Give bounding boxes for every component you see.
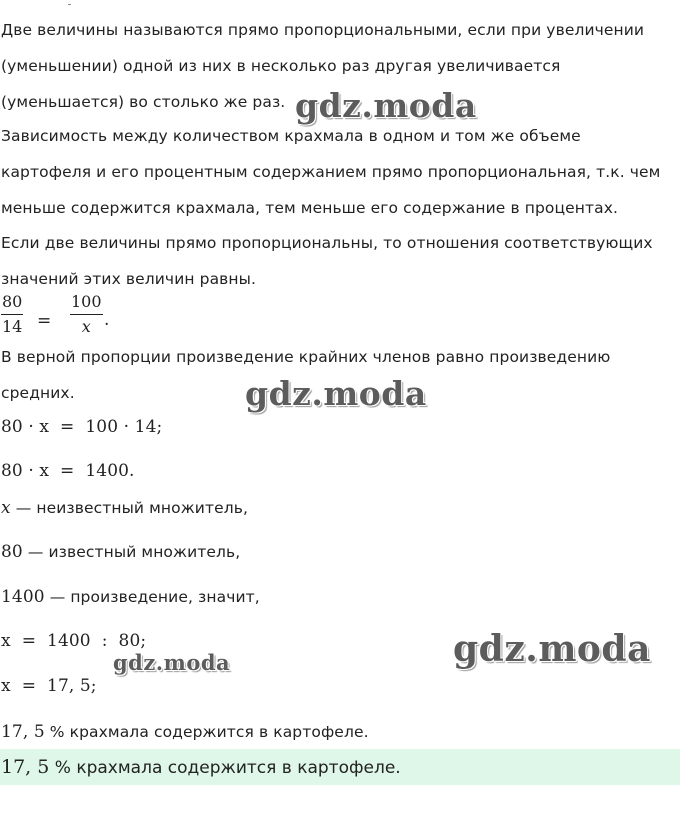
definition-line-1: Две величины называются прямо пропорциональными, если при увеличении	[1, 21, 645, 39]
ratio-line-1: Если две величины прямо пропорциональны, то отношения соответствующих	[1, 234, 653, 252]
number-1400: 1400	[1, 587, 45, 607]
result-line	[1, 722, 369, 742]
equation-1: 80 · x = 100 · 14;	[1, 417, 163, 437]
explanation-product-text: — произведение, значит,	[44, 588, 260, 606]
number-80: 80	[1, 542, 23, 562]
solution-step-2: x = 17, 5;	[1, 676, 97, 696]
answer-box	[0, 749, 680, 785]
watermark-4: gdz.moda	[113, 650, 231, 675]
explanation-unknown-text: — неизвестный множитель,	[10, 499, 249, 517]
rule-line-2: средних.	[1, 384, 75, 402]
variable-x: x	[1, 498, 11, 518]
answer-number: 17, 5	[1, 756, 50, 778]
proportion-period: .	[104, 310, 110, 330]
explanation-unknown	[1, 498, 248, 518]
fraction-left	[1, 293, 23, 336]
rule-line-1: В верной пропорции произведение крайних членов равно произведению	[1, 348, 611, 366]
fraction-right-denominator: x	[81, 317, 91, 336]
fraction-right	[70, 293, 103, 336]
definition-line-3: (уменьшается) во столько же раз.	[1, 93, 286, 111]
explanation-known-text: — известный множитель,	[22, 543, 241, 561]
watermark-2: gdz.moda	[245, 374, 427, 413]
answer-line	[1, 757, 401, 778]
definition-line-2: (уменьшении) одной из них в несколько раз другая увеличивается	[1, 57, 561, 75]
dependency-line-2: картофеля и его процентным содержанием прямо пропорциональная, т.к. чем	[1, 163, 661, 181]
equals-sign: =	[37, 311, 52, 331]
dash-mark	[68, 4, 71, 5]
result-number: 17, 5	[1, 722, 45, 742]
solution-step-1: x = 1400 : 80;	[1, 631, 147, 651]
fraction-right-numerator: 100	[70, 293, 103, 315]
explanation-known	[1, 542, 240, 562]
dependency-line-1: Зависимость между количеством крахмала в одном и том же объеме	[1, 127, 581, 145]
result-text: % крахмала содержится в картофеле.	[44, 723, 369, 741]
fraction-left-denominator: 14	[2, 317, 23, 336]
explanation-product	[1, 587, 260, 607]
fraction-left-numerator: 80	[1, 293, 23, 315]
equation-2: 80 · x = 1400.	[1, 461, 135, 481]
watermark-1: gdz.moda	[295, 86, 477, 125]
watermark-3: gdz.moda	[453, 628, 651, 670]
dependency-line-3: меньше содержится крахмала, тем меньше его содержание в процентах.	[1, 199, 619, 217]
ratio-line-2: значений этих величин равны.	[1, 270, 257, 288]
answer-text: % крахмала содержится в картофеле.	[49, 758, 401, 778]
